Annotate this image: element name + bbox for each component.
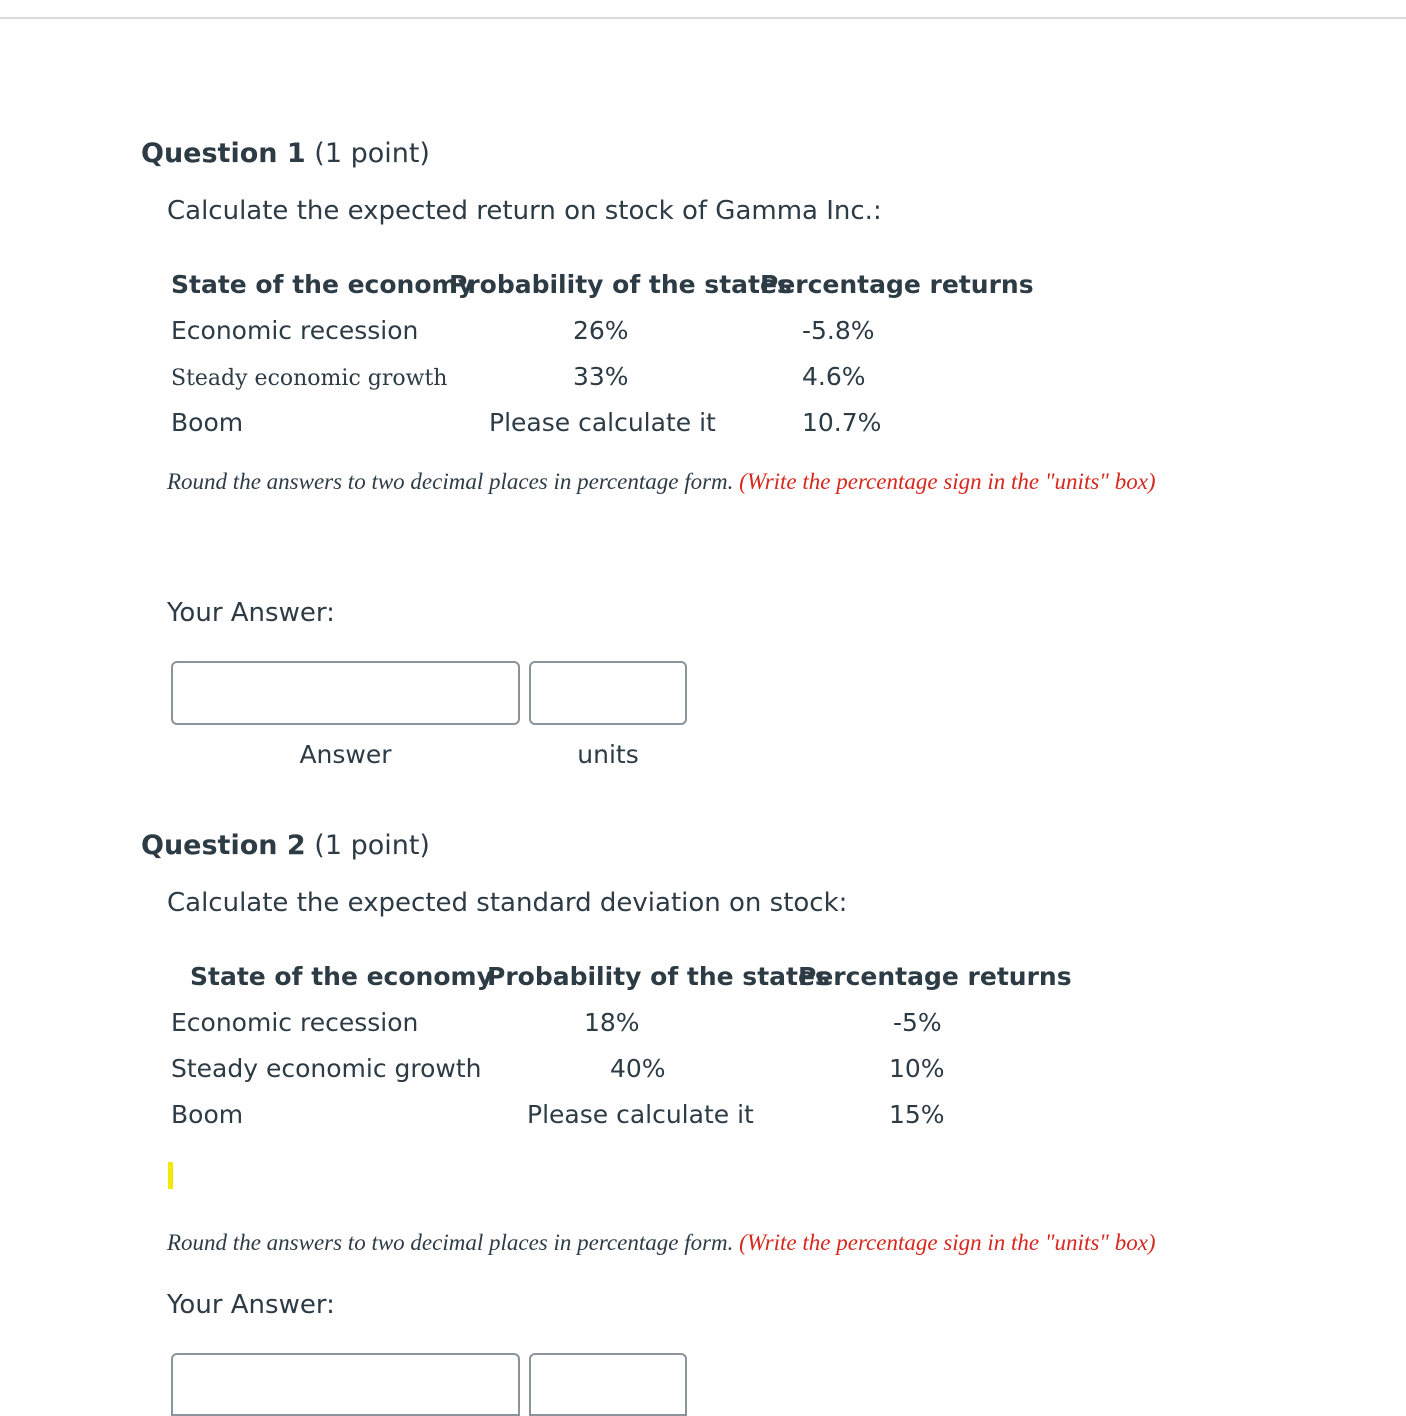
question-1-title	[141, 138, 430, 169]
q2-note-units-hint: (Write the percentage sign in the "units" box)	[739, 1230, 1156, 1255]
q2-note-text: Round the answers to two decimal places in percentage form.	[167, 1230, 734, 1255]
question-2-units-input[interactable]	[529, 1353, 687, 1416]
q2-row3-return: 15%	[889, 1100, 945, 1129]
q1-row3-probability: Please calculate it	[489, 408, 716, 437]
question-1-units-caption: units	[577, 740, 639, 769]
q2-row2-probability: 40%	[610, 1054, 666, 1083]
question-2-prompt: Calculate the expected standard deviation on stock:	[167, 888, 848, 918]
top-divider	[0, 17, 1406, 19]
q1-row1-return: -5.8%	[802, 316, 875, 345]
question-2-title	[141, 830, 430, 861]
question-1-prompt: Calculate the expected return on stock of Gamma Inc.:	[167, 196, 882, 226]
question-1-answer-caption: Answer	[299, 740, 392, 769]
q2-row3-probability: Please calculate it	[527, 1100, 754, 1129]
q1-note-units-hint: (Write the percentage sign in the "units" box)	[739, 469, 1156, 494]
q1-row2-return: 4.6%	[802, 362, 866, 391]
q1-row2-probability: 33%	[573, 362, 629, 391]
q1-row1-state: Economic recession	[171, 316, 419, 345]
text-cursor-highlight	[168, 1162, 173, 1189]
question-2-your-answer-label: Your Answer:	[167, 1290, 335, 1320]
question-1-instructions	[167, 469, 1156, 495]
question-2-answer-input[interactable]	[171, 1353, 520, 1416]
q1-row3-return: 10.7%	[802, 408, 882, 437]
question-2-number: Question 2	[141, 830, 306, 861]
q1-row3-state: Boom	[171, 408, 244, 437]
q2-header-returns: Percentage returns	[798, 962, 1072, 991]
question-1-points: (1 point)	[314, 138, 430, 169]
q1-note-text: Round the answers to two decimal places in percentage form.	[167, 469, 734, 494]
question-2-points: (1 point)	[314, 830, 430, 861]
q2-row1-return: -5%	[893, 1008, 942, 1037]
question-1-your-answer-label: Your Answer:	[167, 598, 335, 628]
q2-row1-state: Economic recession	[171, 1008, 419, 1037]
q2-row1-probability: 18%	[584, 1008, 640, 1037]
q2-header-state: State of the economy	[190, 962, 493, 991]
question-1-answer-input[interactable]	[171, 661, 520, 725]
q1-header-probability: Probability of the states	[449, 270, 792, 299]
q1-header-state: State of the economy	[171, 270, 474, 299]
question-2-instructions	[167, 1230, 1156, 1256]
q2-row2-return: 10%	[889, 1054, 945, 1083]
q2-header-probability: Probability of the states	[487, 962, 830, 991]
question-1-number: Question 1	[141, 138, 306, 169]
q2-row2-state: Steady economic growth	[171, 1054, 482, 1083]
q1-row2-state: Steady economic growth	[171, 366, 448, 391]
q2-row3-state: Boom	[171, 1100, 244, 1129]
q1-row1-probability: 26%	[573, 316, 629, 345]
q1-header-returns: Percentage returns	[760, 270, 1034, 299]
question-1-units-input[interactable]	[529, 661, 687, 725]
